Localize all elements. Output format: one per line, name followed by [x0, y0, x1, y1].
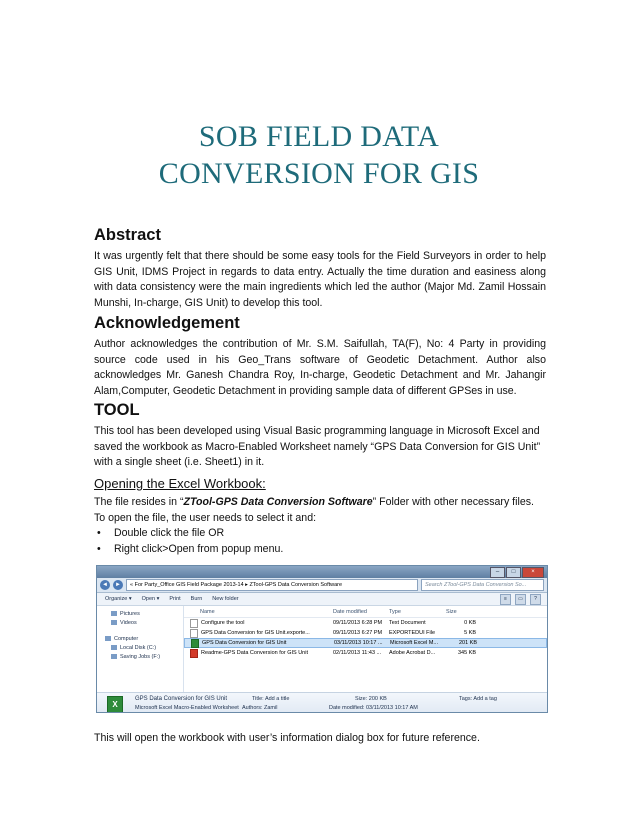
column-date[interactable]: Date modified: [333, 608, 367, 615]
excel-file-icon: [191, 639, 199, 648]
explorer-screenshot: [96, 565, 548, 713]
details-tags[interactable]: Tags: Add a tag: [459, 696, 497, 702]
computer-icon: [105, 636, 111, 641]
organize-button[interactable]: Organize ▾: [105, 596, 132, 602]
nav-item-local-disk[interactable]: [97, 643, 183, 652]
file-row[interactable]: [184, 618, 547, 628]
preview-pane-icon[interactable]: ▭: [515, 594, 526, 605]
text-file-icon: [190, 619, 198, 628]
search-input[interactable]: Search ZTool-GPS Data Conversion So...: [421, 579, 544, 591]
open-button[interactable]: Open ▾: [141, 596, 160, 602]
abstract-heading: Abstract: [94, 226, 161, 244]
file-size: 0 KB: [464, 620, 476, 626]
acknowledgement-text: Author acknowledges the contribution of Mr. S.M. Saifullah, TA(F), No: 4 Party in providing source code used in his Geo_Trans software of Geodetic Detachment. Author also acknowledges Mr. Ganesh Chandra Roy, In-charge, Geodetic Detachment and Mr. Jahangir Alam,Computer, Geodetic Detachment in providing sample data of different GPSes in use.: [94, 338, 546, 397]
file-name: Readme-GPS Data Conversion for GIS Unit: [201, 650, 308, 656]
new-folder-button[interactable]: New folder: [212, 596, 239, 602]
file-row-selected[interactable]: [184, 638, 547, 648]
nav-label: Computer: [114, 635, 139, 642]
column-size[interactable]: Size: [446, 608, 457, 615]
nav-label: Local Disk (C:): [120, 644, 157, 651]
details-file-kind: Microsoft Excel Macro-Enabled Worksheet: [135, 705, 239, 711]
address-bar: [97, 578, 547, 593]
step-item: • Right click>Open from popup menu.: [94, 542, 546, 558]
opening-text: [94, 495, 546, 526]
file-size: 345 KB: [457, 650, 476, 656]
title-line-2: CONVERSION FOR GIS: [158, 157, 480, 190]
details-modified: Date modified: 03/11/2013 10:17 AM: [329, 705, 418, 711]
column-name[interactable]: Name: [200, 608, 215, 615]
drive-icon: [111, 645, 117, 650]
file-date: 02/11/2013 11:43 ...: [333, 650, 382, 656]
excel-large-icon: X: [107, 696, 123, 713]
file-name: GPS Data Conversion for GIS Unit.exporte...: [201, 630, 310, 636]
opening-section: [94, 476, 546, 557]
tool-text: This tool has been developed using Visual Basic programming language in Microsoft Excel and saved the workbook as Macro-Enabled Worksheet namely “GPS Data Conversion for GIS Unit” with a single sheet (i.e. Sheet1) in it.: [94, 425, 541, 469]
minimize-button[interactable]: –: [490, 567, 505, 578]
acknowledgement-heading: Acknowledgement: [94, 314, 240, 332]
opening-text-before: The file resides in “: [94, 496, 184, 508]
file-date: 03/11/2013 10:17 ...: [334, 640, 383, 646]
forward-button[interactable]: ►: [113, 580, 123, 590]
column-header-row: [184, 606, 547, 618]
folder-name: ZTool-GPS Data Conversion Software: [183, 496, 373, 508]
file-type: EXPORTEDUI File: [389, 630, 436, 636]
help-icon[interactable]: ?: [530, 594, 541, 605]
opening-text-after: ” Folder with other necessary files. To open the file, the user needs to select it and:: [94, 496, 534, 524]
details-authors[interactable]: Authors: Zamil: [242, 705, 278, 711]
file-row[interactable]: [184, 648, 547, 658]
nav-label: Saving Jobs (F:): [120, 653, 161, 660]
window-titlebar: [97, 566, 547, 578]
close-button[interactable]: ×: [522, 567, 544, 578]
document-title: [0, 118, 638, 192]
file-size: 5 KB: [464, 630, 476, 636]
file-type: Text Document: [389, 620, 426, 626]
file-name: GPS Data Conversion for GIS Unit: [202, 640, 287, 646]
abstract-section: [94, 226, 546, 311]
details-title[interactable]: Title: Add a title: [252, 696, 290, 702]
drive-icon: [111, 654, 117, 659]
nav-item-videos[interactable]: [97, 618, 183, 627]
opening-steps: [94, 526, 546, 557]
step-item: • Double click the file OR: [94, 526, 546, 542]
print-button[interactable]: Print: [169, 596, 181, 602]
details-pane: [97, 692, 547, 713]
nav-item-computer[interactable]: [97, 634, 183, 643]
pictures-icon: [111, 611, 117, 616]
tool-heading: TOOL: [94, 401, 140, 419]
file-type: Adobe Acrobat D...: [389, 650, 436, 656]
file-type: Microsoft Excel M...: [390, 640, 438, 646]
title-line-1: SOB FIELD DATA: [198, 120, 440, 153]
acknowledgement-section: [94, 314, 546, 399]
explorer-toolbar: [97, 593, 547, 606]
nav-label: Videos: [120, 619, 137, 626]
nav-item-saving-jobs[interactable]: [97, 652, 183, 661]
file-list: [184, 606, 547, 692]
burn-button[interactable]: Burn: [190, 596, 203, 602]
pdf-file-icon: [190, 649, 198, 658]
abstract-text: It was urgently felt that there should be some easy tools for the Field Surveyors in order to help GIS Unit, IDMS Project in regards to data entry. Actually the time duration and easiness along with data consistency were the main ingredients which led the author (Major Md. Zamil Hossain Munshi, In-charge, GIS Unit) to develop this tool.: [94, 250, 546, 309]
file-name: Configure the tool: [201, 620, 245, 626]
footer-text: This will open the workbook with user’s information dialog box for future reference.: [94, 732, 480, 744]
nav-label: Pictures: [120, 610, 140, 617]
generic-file-icon: [190, 629, 198, 638]
back-button[interactable]: ◄: [100, 580, 110, 590]
file-date: 09/11/2013 6:28 PM: [333, 620, 383, 626]
file-size: 201 KB: [458, 640, 477, 646]
navigation-pane: [97, 606, 184, 692]
file-row[interactable]: [184, 628, 547, 638]
details-file-name: GPS Data Conversion for GIS Unit: [135, 696, 228, 702]
videos-icon: [111, 620, 117, 625]
address-path[interactable]: « For Party_Office GIS Field Package 2013-14 ▸ ZTool-GPS Data Conversion Software: [126, 579, 418, 591]
maximize-button[interactable]: □: [506, 567, 521, 578]
column-type[interactable]: Type: [389, 608, 401, 615]
tool-section: [94, 401, 546, 471]
nav-item-pictures[interactable]: [97, 609, 183, 618]
file-date: 09/11/2013 6:27 PM: [333, 630, 383, 636]
details-size: Size: 200 KB: [355, 696, 387, 702]
opening-heading: Opening the Excel Workbook:: [94, 476, 266, 491]
view-options-icon[interactable]: ≡: [500, 594, 511, 605]
